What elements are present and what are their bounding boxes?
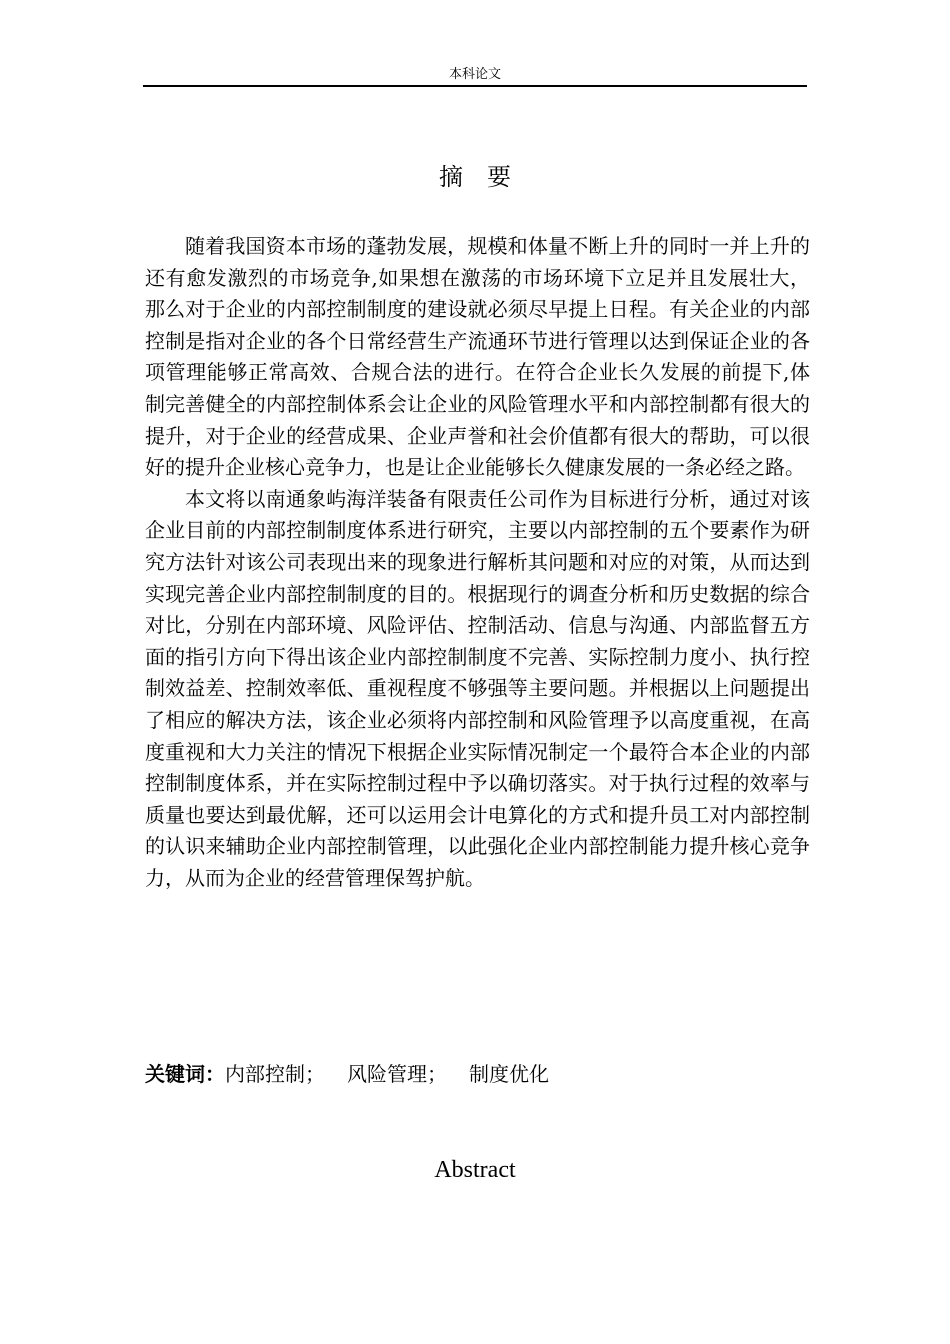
abstract-en-title: Abstract — [434, 1157, 516, 1183]
header-rule — [143, 85, 807, 87]
keywords-line — [145, 1059, 549, 1089]
abstract-paragraph: 随着我国资本市场的蓬勃发展，规模和体量不断上升的同时一并上升的还有愈发激烈的市场竞争,如果想在激荡的市场环境下立足并且发展壮大，那么对于企业的内部控制制度的建设就必须尽早提上日程。有关企业的内部控制是指对企业的各个日常经营生产流通环节进行管理以达到保证企业的各项管理能够正常高效、合规合法的进行。在符合企业长久发展的前提下,体制完善健全的内部控制体系会让企业的风险管理水平和内部控制都有很大的提升，对于企业的经营成果、企业声誉和社会价值都有很大的帮助，可以很好的提升企业核心竞争力，也是让企业能够长久健康发展的一条必经之路。 — [145, 234, 810, 480]
abstract-title: 摘要 — [439, 163, 535, 191]
keywords-label: 关键词： — [145, 1062, 225, 1086]
keyword: 风险管理； — [347, 1062, 447, 1086]
keyword: 制度优化 — [469, 1062, 549, 1086]
abstract-body — [145, 231, 810, 894]
abstract-paragraph: 本文将以南通象屿海洋装备有限责任公司作为目标进行分析，通过对该企业目前的内部控制制度体系进行研究，主要以内部控制的五个要素作为研究方法针对该公司表现出来的现象进行解析其问题和对应的对策，从而达到实现完善企业内部控制制度的目的。根据现行的调查分析和历史数据的综合对比，分别在内部环境、风险评估、控制活动、信息与沟通、内部监督五方面的指引方向下得出该企业内部控制制度不完善、实际控制力度小、执行控制效益差、控制效率低、重视程度不够强等主要问题。并根据以上问题提出了相应的解决方法，该企业必须将内部控制和风险管理予以高度重视，在高度重视和大力关注的情况下根据企业实际情况制定一个最符合本企业的内部控制制度体系，并在实际控制过程中予以确切落实。对于执行过程的效率与质量也要达到最优解，还可以运用会计电算化的方式和提升员工对内部控制的认识来辅助企业内部控制管理，以此强化企业内部控制能力提升核心竞争力，从而为企业的经营管理保驾护航。 — [145, 486, 810, 890]
keyword: 内部控制； — [225, 1062, 325, 1086]
page-header: 本科论文 — [448, 67, 501, 82]
